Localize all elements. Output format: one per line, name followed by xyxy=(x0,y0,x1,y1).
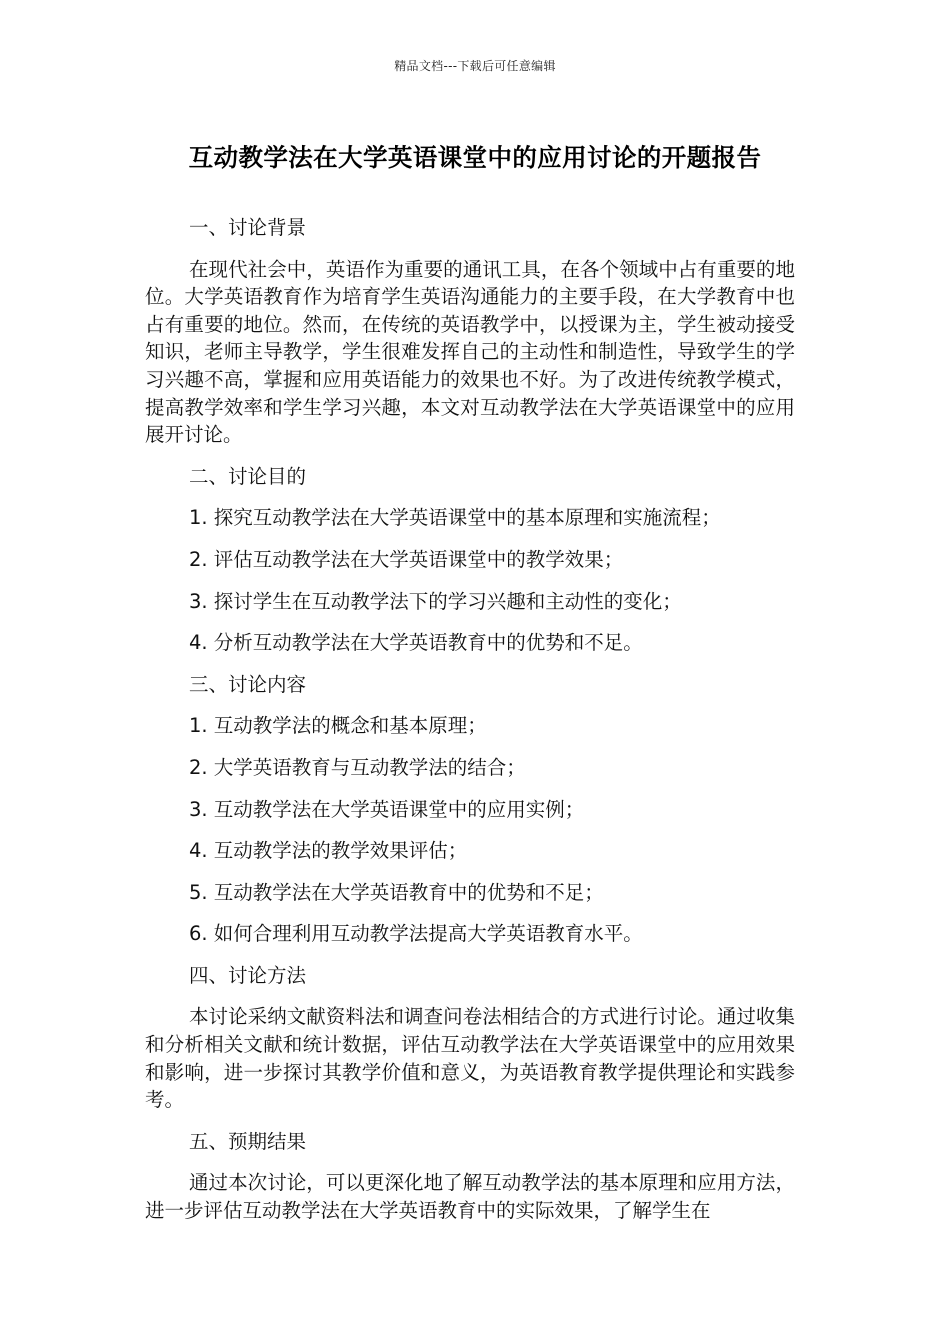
paragraph-background: 在现代社会中，英语作为重要的通讯工具，在各个领域中占有重要的地位。大学英语教育作为培育学生英语沟通能力的主要手段，在大学教育中也占有重要的地位。然而，在传统的英语教学中，以授课为主，学生被动接受知识，老师主导教学，学生很难发挥自己的主动性和制造性，导致学生的学习兴趣不高，掌握和应用英语能力的效果也不好。为了改进传统教学模式，提高教学效率和学生学习兴趣，本文对互动教学法在大学英语课堂中的应用展开讨论。 xyxy=(145,257,795,447)
paragraph-expected-results: 通过本次讨论，可以更深化地了解互动教学法的基本原理和应用方法，进一步评估互动教学法在大学英语教育中的实际效果，了解学生在 xyxy=(145,1171,795,1223)
list-item: 4. 互动教学法的教学效果评估； xyxy=(189,839,468,863)
list-item: 4. 分析互动教学法在大学英语教育中的优势和不足。 xyxy=(189,631,643,655)
paragraph-method: 本讨论采纳文献资料法和调查问卷法相结合的方式进行讨论。通过收集和分析相关文献和统计数据，评估互动教学法在大学英语课堂中的应用效果和影响，进一步探讨其教学价值和意义，为英语教育教学提供理论和实践参考。 xyxy=(145,1005,795,1112)
document-body xyxy=(145,214,795,1239)
section-heading-expected-results: 五、预期结果 xyxy=(189,1129,307,1153)
page-header-note: 精品文档---下载后可任意编辑 xyxy=(394,59,556,73)
list-item: 6. 如何合理利用互动教学法提高大学英语教育水平。 xyxy=(189,922,643,946)
list-item: 2. 评估互动教学法在大学英语课堂中的教学效果； xyxy=(189,547,624,571)
section-heading-purpose: 二、讨论目的 xyxy=(189,464,307,488)
list-item: 1. 互动教学法的概念和基本原理； xyxy=(189,714,487,738)
section-heading-background: 一、讨论背景 xyxy=(189,216,307,239)
list-item: 2. 大学英语教育与互动教学法的结合； xyxy=(189,755,526,779)
list-item: 3. 互动教学法在大学英语课堂中的应用实例； xyxy=(189,797,585,821)
list-item: 5. 互动教学法在大学英语教育中的优势和不足； xyxy=(189,880,604,904)
list-item: 1. 探究互动教学法在大学英语课堂中的基本原理和实施流程； xyxy=(189,506,721,530)
section-heading-method: 四、讨论方法 xyxy=(189,963,307,987)
document-title: 互动教学法在大学英语课堂中的应用讨论的开题报告 xyxy=(188,143,762,172)
list-item: 3. 探讨学生在互动教学法下的学习兴趣和主动性的变化； xyxy=(189,589,682,613)
section-heading-content: 三、讨论内容 xyxy=(189,672,307,696)
